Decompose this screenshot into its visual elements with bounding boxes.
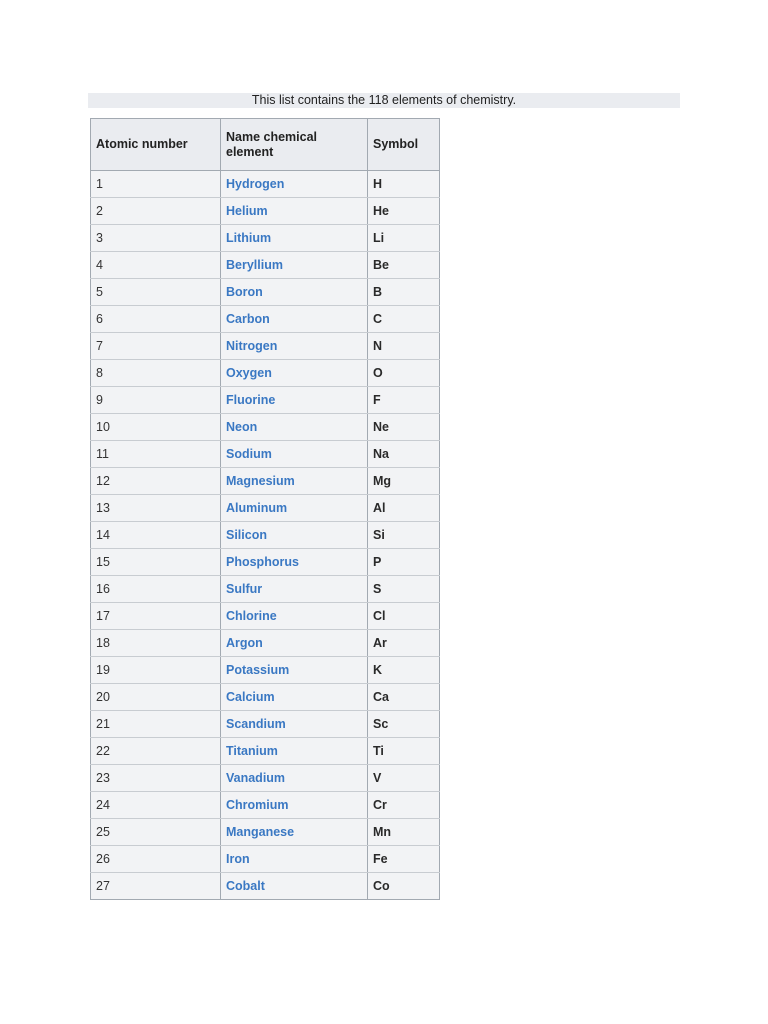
element-name-link[interactable]: Argon bbox=[226, 636, 263, 650]
symbol-header: Symbol bbox=[368, 119, 440, 171]
element-symbol-cell: Cl bbox=[368, 603, 440, 630]
atomic-number-cell: 26 bbox=[91, 846, 221, 873]
table-row bbox=[91, 279, 440, 306]
atomic-number-cell: 17 bbox=[91, 603, 221, 630]
atomic-number-cell: 25 bbox=[91, 819, 221, 846]
atomic-number-cell: 10 bbox=[91, 414, 221, 441]
element-symbol-cell: Ne bbox=[368, 414, 440, 441]
element-name-link[interactable]: Helium bbox=[226, 204, 268, 218]
table-row bbox=[91, 684, 440, 711]
element-name-cell bbox=[221, 549, 368, 576]
element-name-cell bbox=[221, 522, 368, 549]
element-symbol-cell: F bbox=[368, 387, 440, 414]
element-name-link[interactable]: Titanium bbox=[226, 744, 278, 758]
element-name-link[interactable]: Vanadium bbox=[226, 771, 286, 785]
element-symbol-cell: Ar bbox=[368, 630, 440, 657]
element-name-cell bbox=[221, 414, 368, 441]
element-name-cell bbox=[221, 765, 368, 792]
atomic-number-cell: 5 bbox=[91, 279, 221, 306]
atomic-number-cell: 22 bbox=[91, 738, 221, 765]
element-symbol-cell: Sc bbox=[368, 711, 440, 738]
element-name-cell bbox=[221, 198, 368, 225]
table-row bbox=[91, 711, 440, 738]
element-name-cell bbox=[221, 252, 368, 279]
element-name-cell bbox=[221, 468, 368, 495]
element-name-cell bbox=[221, 846, 368, 873]
element-symbol-cell: Be bbox=[368, 252, 440, 279]
element-name-link[interactable]: Scandium bbox=[226, 717, 286, 731]
element-name-cell bbox=[221, 360, 368, 387]
element-symbol-cell: K bbox=[368, 657, 440, 684]
element-symbol-cell: Mn bbox=[368, 819, 440, 846]
element-name-link[interactable]: Calcium bbox=[226, 690, 275, 704]
atomic-number-cell: 24 bbox=[91, 792, 221, 819]
element-symbol-cell: Ca bbox=[368, 684, 440, 711]
element-symbol-cell: Na bbox=[368, 441, 440, 468]
table-row bbox=[91, 522, 440, 549]
element-symbol-cell: Co bbox=[368, 873, 440, 900]
element-symbol-cell: B bbox=[368, 279, 440, 306]
table-row bbox=[91, 657, 440, 684]
element-name-cell bbox=[221, 603, 368, 630]
element-symbol-cell: Mg bbox=[368, 468, 440, 495]
table-row bbox=[91, 225, 440, 252]
element-name-cell bbox=[221, 738, 368, 765]
element-symbol-cell: Si bbox=[368, 522, 440, 549]
element-symbol-cell: Fe bbox=[368, 846, 440, 873]
element-name-link[interactable]: Chlorine bbox=[226, 609, 277, 623]
element-symbol-cell: Cr bbox=[368, 792, 440, 819]
atomic-number-header: Atomic number bbox=[91, 119, 221, 171]
element-name-link[interactable]: Fluorine bbox=[226, 393, 276, 407]
table-row bbox=[91, 171, 440, 198]
element-name-cell bbox=[221, 873, 368, 900]
elements-table bbox=[90, 118, 440, 900]
atomic-number-cell: 15 bbox=[91, 549, 221, 576]
element-symbol-cell: C bbox=[368, 306, 440, 333]
table-row bbox=[91, 306, 440, 333]
element-name-link[interactable]: Lithium bbox=[226, 231, 272, 245]
element-symbol-cell: Al bbox=[368, 495, 440, 522]
table-row bbox=[91, 792, 440, 819]
atomic-number-cell: 21 bbox=[91, 711, 221, 738]
element-name-cell bbox=[221, 792, 368, 819]
table-row bbox=[91, 738, 440, 765]
atomic-number-cell: 9 bbox=[91, 387, 221, 414]
element-symbol-cell: Ti bbox=[368, 738, 440, 765]
element-name-cell bbox=[221, 819, 368, 846]
table-row bbox=[91, 333, 440, 360]
element-symbol-cell: Li bbox=[368, 225, 440, 252]
element-symbol-cell: V bbox=[368, 765, 440, 792]
element-name-link[interactable]: Boron bbox=[226, 285, 263, 299]
element-name-link[interactable]: Carbon bbox=[226, 312, 270, 326]
table-row bbox=[91, 765, 440, 792]
table-row bbox=[91, 495, 440, 522]
element-name-link[interactable]: Potassium bbox=[226, 663, 290, 677]
element-name-link[interactable]: Oxygen bbox=[226, 366, 272, 380]
table-row bbox=[91, 441, 440, 468]
element-symbol-cell: He bbox=[368, 198, 440, 225]
element-name-cell bbox=[221, 306, 368, 333]
element-symbol-cell: S bbox=[368, 576, 440, 603]
table-body bbox=[91, 171, 440, 900]
element-symbol-cell: P bbox=[368, 549, 440, 576]
atomic-number-cell: 20 bbox=[91, 684, 221, 711]
element-symbol-cell: O bbox=[368, 360, 440, 387]
atomic-number-cell: 18 bbox=[91, 630, 221, 657]
table-row bbox=[91, 198, 440, 225]
table-row bbox=[91, 387, 440, 414]
element-name-link[interactable]: Hydrogen bbox=[226, 177, 285, 191]
element-name-cell bbox=[221, 576, 368, 603]
atomic-number-cell: 11 bbox=[91, 441, 221, 468]
element-name-link[interactable]: Neon bbox=[226, 420, 258, 434]
element-name-link[interactable]: Aluminum bbox=[226, 501, 288, 515]
atomic-number-cell: 8 bbox=[91, 360, 221, 387]
element-name-link[interactable]: Phosphorus bbox=[226, 555, 299, 569]
element-name-link[interactable]: Manganese bbox=[226, 825, 295, 839]
table-row bbox=[91, 360, 440, 387]
table-row bbox=[91, 819, 440, 846]
atomic-number-cell: 6 bbox=[91, 306, 221, 333]
table-row bbox=[91, 603, 440, 630]
element-name-link[interactable]: Silicon bbox=[226, 528, 267, 542]
element-name-link[interactable]: Sodium bbox=[226, 447, 272, 461]
table-row bbox=[91, 468, 440, 495]
element-name-cell bbox=[221, 279, 368, 306]
table-row bbox=[91, 630, 440, 657]
atomic-number-cell: 27 bbox=[91, 873, 221, 900]
atomic-number-cell: 3 bbox=[91, 225, 221, 252]
element-name-link[interactable]: Cobalt bbox=[226, 879, 265, 893]
atomic-number-cell: 13 bbox=[91, 495, 221, 522]
table-caption: This list contains the 118 elements of chemistry. bbox=[88, 93, 680, 108]
element-symbol-cell: H bbox=[368, 171, 440, 198]
element-name-link[interactable]: Magnesium bbox=[226, 474, 295, 488]
atomic-number-cell: 23 bbox=[91, 765, 221, 792]
table-row bbox=[91, 873, 440, 900]
element-name-link[interactable]: Iron bbox=[226, 852, 250, 866]
table-row bbox=[91, 846, 440, 873]
element-name-cell bbox=[221, 684, 368, 711]
element-name-header: Name chemical element bbox=[221, 119, 368, 171]
element-name-cell bbox=[221, 495, 368, 522]
table-row bbox=[91, 576, 440, 603]
atomic-number-cell: 16 bbox=[91, 576, 221, 603]
element-name-cell bbox=[221, 333, 368, 360]
element-name-cell bbox=[221, 711, 368, 738]
atomic-number-cell: 2 bbox=[91, 198, 221, 225]
element-name-link[interactable]: Nitrogen bbox=[226, 339, 278, 353]
element-name-link[interactable]: Sulfur bbox=[226, 582, 263, 596]
header-row bbox=[91, 119, 440, 171]
table-row bbox=[91, 252, 440, 279]
element-name-cell bbox=[221, 441, 368, 468]
element-name-cell bbox=[221, 657, 368, 684]
table-row bbox=[91, 549, 440, 576]
atomic-number-cell: 12 bbox=[91, 468, 221, 495]
element-name-cell bbox=[221, 171, 368, 198]
element-name-cell bbox=[221, 225, 368, 252]
table-row bbox=[91, 414, 440, 441]
element-name-cell bbox=[221, 630, 368, 657]
atomic-number-cell: 14 bbox=[91, 522, 221, 549]
element-symbol-cell: N bbox=[368, 333, 440, 360]
element-name-link[interactable]: Chromium bbox=[226, 798, 289, 812]
element-name-link[interactable]: Beryllium bbox=[226, 258, 283, 272]
atomic-number-cell: 4 bbox=[91, 252, 221, 279]
atomic-number-cell: 1 bbox=[91, 171, 221, 198]
element-name-cell bbox=[221, 387, 368, 414]
atomic-number-cell: 19 bbox=[91, 657, 221, 684]
atomic-number-cell: 7 bbox=[91, 333, 221, 360]
